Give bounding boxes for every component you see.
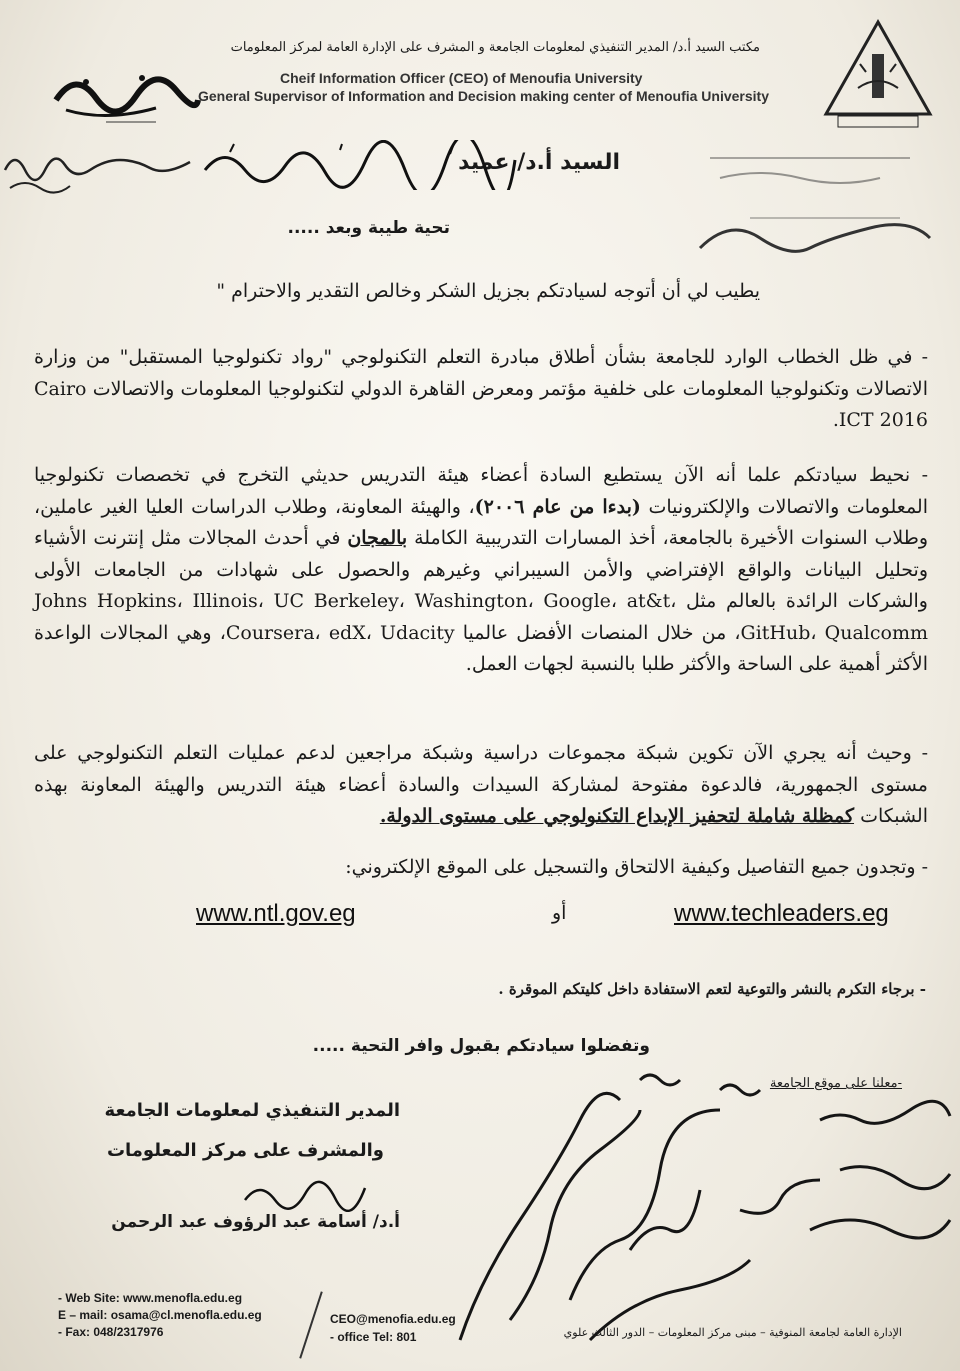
intro-line: يطيب لي أن أتوجه لسيادتكم بجزيل الشكر وخالص التقدير والاحترام " — [216, 280, 760, 302]
signature-scribble — [240, 1176, 380, 1212]
website-links — [0, 900, 960, 940]
paragraph-registration: - وتجدون جميع التفاصيل وكيفية الالتحاق والتسجيل على الموقع الإلكتروني: — [345, 856, 928, 878]
closing-line: وتفضلوا سيادتكم بقبول وافر التحية ..... — [312, 1036, 650, 1056]
posted-note: -معلنا على موقع الجامعة — [769, 1076, 902, 1091]
header-arabic-title: مكتب السيد أ.د/ المدير التنفيذي لمعلومات الجامعة و المشرف على الإدارة العامة لمركز المعلومات — [230, 40, 760, 55]
paragraph-networks — [34, 738, 928, 833]
margin-handwriting — [0, 140, 200, 200]
paragraph-networks-text: - وحيث أنه يجري الآن تكوين شبكة مجموعات دراسية وشبكة مراجعين لدعم عمليات التعلم التكنولوجي على مستوى الجمهورية، فالدعوة مفتوحة لمشاركة السيدات والسادة أعضاء هيئة التدريس والهيئة المعاونة بهذه الشبكات — [34, 742, 928, 827]
signatory-title-2: والمشرف على مركز المعلومات — [106, 1140, 384, 1161]
paragraph-eligibility — [34, 460, 928, 681]
footer-contacts — [58, 1290, 262, 1341]
header-english-subtitle: General Supervisor of Information and Decision making center of Menoufia University — [198, 88, 770, 104]
footer-divider — [299, 1291, 323, 1358]
university-logo — [818, 14, 938, 129]
university-logo-icon — [818, 14, 938, 129]
information-center-logo-icon — [46, 60, 206, 130]
paragraph-eligibility-text-3: في أحدث المجالات مثل إنترنت الأشياء وتحليل البيانات والواقع الإفتراضي والأمن السيبراني وغيرهم والحصول على شهادات من الجامعات الأولى والشركات الرائدة بالعالم مثل Johns Hopkins، Illinois، UC Berkeley، Washington، Google، at&t، GitHub، Qualcomm، من خلال المنصات الأفضل عالميا Coursera، edX، Udacity، وهي المجالات الواعدة الأكثر أهمية على الساحة والأكثر طلبا بالنسبة لجهات العمل. — [34, 527, 928, 675]
start-year-note: (بدءا من عام ٢٠٠٦) — [474, 495, 641, 518]
footer-address: الإدارة العامة لجامعة المنوفية – مبنى مركز المعلومات – الدور الثالث علوي — [563, 1326, 902, 1339]
signatory-title: المدير التنفيذي لمعلومات الجامعة — [104, 1100, 400, 1121]
footer-website[interactable]: - Web Site: www.menofla.edu.eg — [58, 1291, 243, 1305]
addressee-handwriting — [200, 140, 520, 190]
paragraph-initiative: - في ظل الخطاب الوارد للجامعة بشأن أطلاق مبادرة التعلم التكنولوجي "رواد تكنولوجيا المستقبل" من وزارة الاتصالات وتكنولوجيا المعلومات على خلفية مؤتمر ومعرض القاهرة الدولي لتكنولوجيا المعلومات والاتصالات Cairo ICT 2016. — [34, 346, 928, 431]
footer-email[interactable]: E – mail: osama@cl.menofla.edu.eg — [58, 1308, 262, 1322]
information-center-logo — [46, 60, 206, 130]
paragraph-eligibility-text-1: - نحيط سيادتكم علما أنه الآن يستطيع السادة أعضاء هيئة التدريس حديثي التخرج في تخصصات تكنولوجيا المعلومات والاتصالات والإلكترونيات — [34, 464, 928, 518]
signatory-name: أ.د/ أسامة عبد الرؤوف عبد الرحمن — [111, 1212, 400, 1232]
footer-ceo-contact — [330, 1310, 456, 1346]
greeting: تحية طيبة وبعد ..... — [287, 218, 450, 238]
footer-fax: - Fax: 048/2317976 — [58, 1325, 164, 1339]
header-english-title: Cheif Information Officer (CEO) of Menoufia University — [280, 70, 643, 86]
addressee: السيد أ.د/ عميد — [458, 150, 620, 175]
publish-request: - برجاء التكرم بالنشر والتوعية لتعم الاستفادة داخل كليتكم الموقرة . — [498, 980, 926, 998]
or-label: أو — [552, 902, 567, 924]
footer-ceo-email[interactable]: CEO@menofia.edu.eg — [330, 1312, 456, 1326]
footer-office-tel: - office Tel: 801 — [330, 1330, 417, 1344]
free-of-charge: بالمجان — [347, 527, 408, 549]
umbrella-statement: كمظلة شاملة لتحفيز الإبداع التكنولوجي على مستوى الدولة. — [379, 805, 855, 827]
techleaders-link[interactable]: www.techleaders.eg — [674, 900, 889, 927]
handwritten-annotations — [420, 1060, 960, 1360]
received-stamp — [690, 148, 940, 278]
paragraph-eligibility-text-2: ، والهيئة المعاونة، وطلاب الدراسات العليا الغير عاملين، وطلاب السنوات الأخيرة بالجامعة، أخذ المسارات التدريبية الكاملة — [34, 495, 928, 549]
ntl-link[interactable]: www.ntl.gov.eg — [196, 900, 356, 927]
